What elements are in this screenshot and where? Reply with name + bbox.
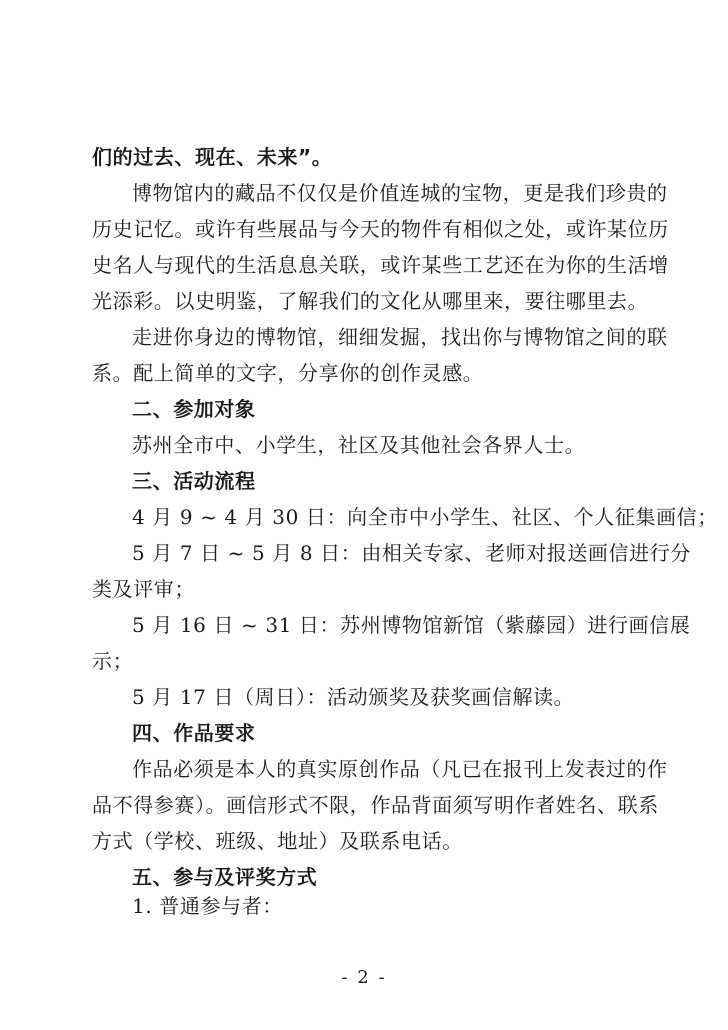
text-line: 历史记忆。或许有些展品与今天的物件有相似之处，或许某位历 xyxy=(92,217,669,241)
text-line: 光添彩。以史明鉴，了解我们的文化从哪里来，要往哪里去。 xyxy=(92,289,649,313)
schedule-line: 5 月 7 日 ~ 5 月 8 日：由相关专家、老师对报送画信进行分 xyxy=(132,541,691,565)
text-line: 类及评审； xyxy=(92,577,195,601)
text-line: 走进你身边的博物馆，细细发掘，找出你与博物馆之间的联 xyxy=(132,325,668,349)
text-line: 博物馆内的藏品不仅仅是价值连城的宝物，更是我们珍贵的 xyxy=(132,181,668,205)
section-heading: 二、参加对象 xyxy=(132,397,256,421)
text-line: 示； xyxy=(92,649,134,673)
text-line: 作品必须是本人的真实原创作品（凡已在报刊上发表过的作 xyxy=(132,757,668,781)
text-line: 方式（学校、班级、地址）及联系电话。 xyxy=(92,829,463,853)
text-line: 系。配上简单的文字，分享你的创作灵感。 xyxy=(92,361,484,385)
text-line: 史名人与现代的生活息息关联，或许某些工艺还在为你的生活增 xyxy=(92,253,669,277)
numbered-item: 1. 普通参与者： xyxy=(132,894,283,918)
section-heading: 三、活动流程 xyxy=(132,469,256,493)
text-line: 苏州全市中、小学生，社区及其他社会各界人士。 xyxy=(132,433,586,457)
section-heading: 四、作品要求 xyxy=(132,721,256,745)
section-heading: 五、参与及评奖方式 xyxy=(132,865,318,889)
text-line: 品不得参赛）。画信形式不限，作品背面须写明作者姓名、联系 xyxy=(92,793,659,817)
page-number: - 2 - xyxy=(341,967,387,988)
schedule-line: 5 月 17 日（周日）：活动颁奖及获奖画信解读。 xyxy=(132,685,575,709)
schedule-line: 5 月 16 日 ~ 31 日：苏州博物馆新馆（紫藤园）进行画信展 xyxy=(132,613,691,637)
text-line: 们的过去、现在、未来”。 xyxy=(92,145,333,169)
schedule-line: 4 月 9 ~ 4 月 30 日：向全市中小学生、社区、个人征集画信； xyxy=(132,505,718,529)
